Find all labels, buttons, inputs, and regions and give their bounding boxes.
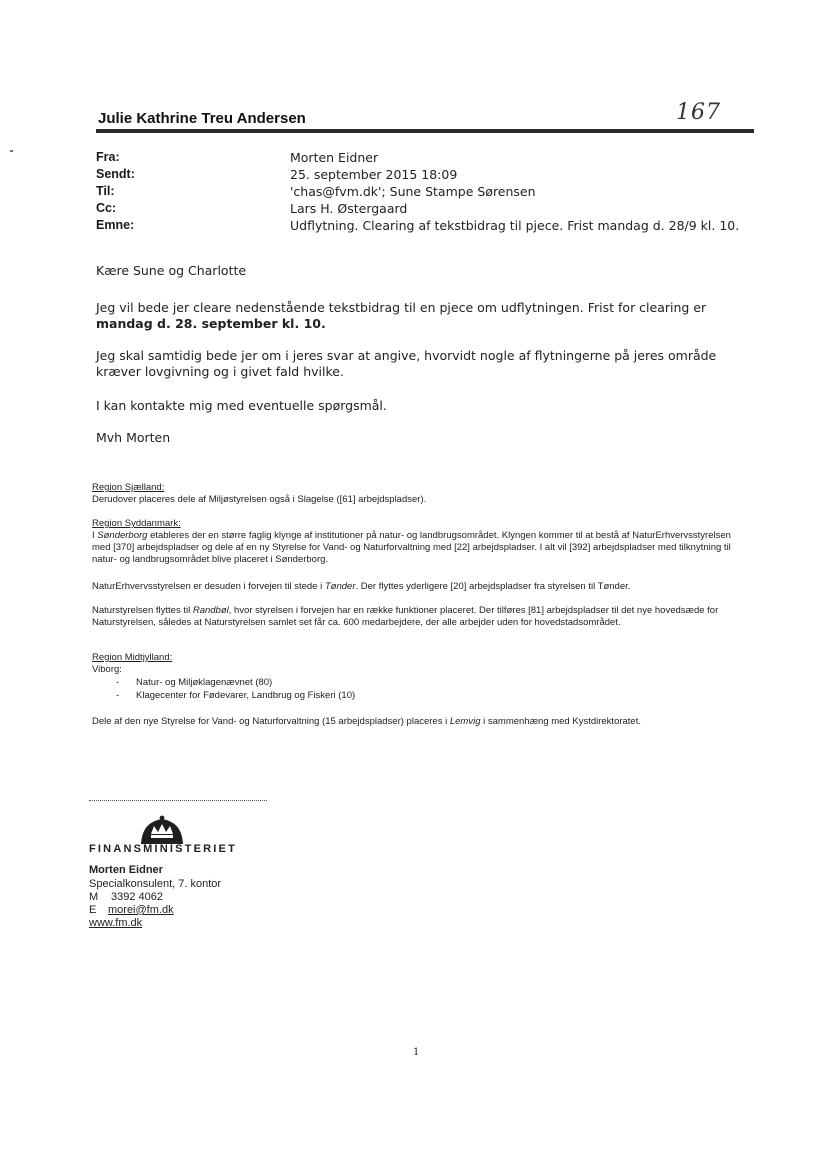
- region-midtjylland-heading: Region Midtjylland:: [92, 652, 173, 663]
- place-sonderborg: Sønderborg: [97, 530, 148, 541]
- page-number: 1: [413, 1047, 420, 1058]
- closing: Mvh Morten: [96, 430, 171, 445]
- syd-p1-post: etableres der en større faglig klynge af institutioner på natur- og landbrugsområdet. Klyngen kommer til at bestå af NaturErhvervsstyrelsen med [370] arbejdspladser og dele af en ny Styrelse for Vand- og Naturforvaltning med [22] arbejdspladser. I alt vil [392] arbejdspladser med tilknytning til natur- og landbrugsområdet blive placeret i Sønderborg.: [92, 530, 731, 565]
- cc-value: Lars H. Østergaard: [290, 201, 408, 216]
- greeting: Kære Sune og Charlotte: [96, 263, 247, 278]
- region-syddanmark-heading: Region Syddanmark:: [92, 518, 181, 529]
- sent-value: 25. september 2015 18:09: [290, 167, 458, 182]
- mailbox-owner-name: Julie Kathrine Treu Andersen: [98, 110, 306, 127]
- syddanmark-randbol-paragraph: [92, 605, 732, 629]
- signature-title: Specialkonsulent, 7. kontor: [89, 878, 222, 890]
- body-paragraph-legislation: Jeg skal samtidig bede jer om i jeres svar at angive, hvorvidt nogle af flytningerne på jeres område kræver lovgivning og i givet fald hvilke.: [96, 348, 717, 379]
- syddanmark-tonder-paragraph: [92, 581, 732, 593]
- place-lemvig: Lemvig: [449, 716, 481, 727]
- region-sjaelland-heading: Region Sjælland:: [92, 482, 165, 493]
- subject-value: Udflytning. Clearing af tekstbidrag til pjece. Frist mandag d. 28/9 kl. 10.: [290, 218, 740, 233]
- syd-p3-post: , hvor styrelsen i forvejen har en række funktioner placeret. Der tilføres [81] arbejdspladser til det nye hovedsæde for Naturstyrelsen, således at Naturstyrelsen samlet set får ca. 600 medarbejdere, der alle arbejder uden for hovedstadsområdet.: [92, 605, 719, 628]
- viborg-label: Viborg:: [92, 664, 122, 675]
- lemvig-pre: Dele af den nye Styrelse for Vand- og Naturforvaltning (15 arbejdspladser) placeres i: [92, 716, 450, 727]
- header-rule: [96, 129, 754, 133]
- syd-p3-pre: Naturstyrelsen flyttes til: [92, 605, 193, 616]
- signature-phone: 3392 4062: [111, 891, 163, 903]
- signature-divider: [89, 800, 267, 801]
- to-label: Til:: [96, 184, 115, 198]
- signature-email-label: E: [89, 904, 97, 916]
- deadline-text: Jeg vil bede jer cleare nedenstående tekstbidrag til en pjece om udflytningen. Frist for clearing er: [96, 300, 707, 315]
- place-randbol: Randbøl: [192, 605, 229, 616]
- place-tonder: Tønder: [324, 581, 356, 592]
- body-paragraph-deadline: [96, 300, 736, 332]
- lemvig-paragraph: [92, 716, 752, 728]
- bullet-dash: -: [116, 677, 120, 688]
- from-label: Fra:: [96, 150, 120, 164]
- crown-logo-icon: [139, 814, 185, 844]
- ministry-name: FINANSMINISTERIET: [89, 843, 238, 855]
- signature-website-link[interactable]: www.fm.dk: [89, 917, 143, 929]
- cc-label: Cc:: [96, 201, 117, 215]
- bullet-dash: -: [116, 690, 120, 701]
- syd-p1-pre: I: [92, 530, 98, 541]
- sent-label: Sendt:: [96, 167, 135, 181]
- from-value: Morten Eidner: [290, 150, 379, 165]
- syddanmark-sonderborg-paragraph: [92, 530, 732, 566]
- signature-phone-label: M: [89, 891, 99, 903]
- deadline-date: mandag d. 28. september kl. 10.: [96, 316, 326, 331]
- syd-p2-pre: NaturErhvervsstyrelsen er desuden i forvejen til stede i: [92, 581, 325, 592]
- region-sjaelland-text: Derudover placeres dele af Miljøstyrelsen også i Slagelse ([61] arbejdspladser).: [92, 494, 427, 505]
- list-item: Natur- og Miljøklagenævnet (80): [136, 677, 273, 688]
- scan-mark: [10, 150, 13, 152]
- to-value: 'chas@fvm.dk'; Sune Stampe Sørensen: [290, 184, 536, 199]
- body-paragraph-contact: I kan kontakte mig med eventuelle spørgsmål.: [96, 398, 387, 413]
- syd-p2-post: . Der flyttes yderligere [20] arbejdspladser fra styrelsen til Tønder.: [355, 581, 631, 592]
- handwritten-page-mark: 167: [676, 100, 721, 125]
- signature-name: Morten Eidner: [89, 864, 163, 876]
- signature-email-link[interactable]: morei@fm.dk: [108, 904, 174, 916]
- lemvig-post: i sammenhæng med Kystdirektoratet.: [480, 716, 641, 727]
- subject-label: Emne:: [96, 218, 135, 232]
- list-item: Klagecenter for Fødevarer, Landbrug og Fiskeri (10): [136, 690, 356, 701]
